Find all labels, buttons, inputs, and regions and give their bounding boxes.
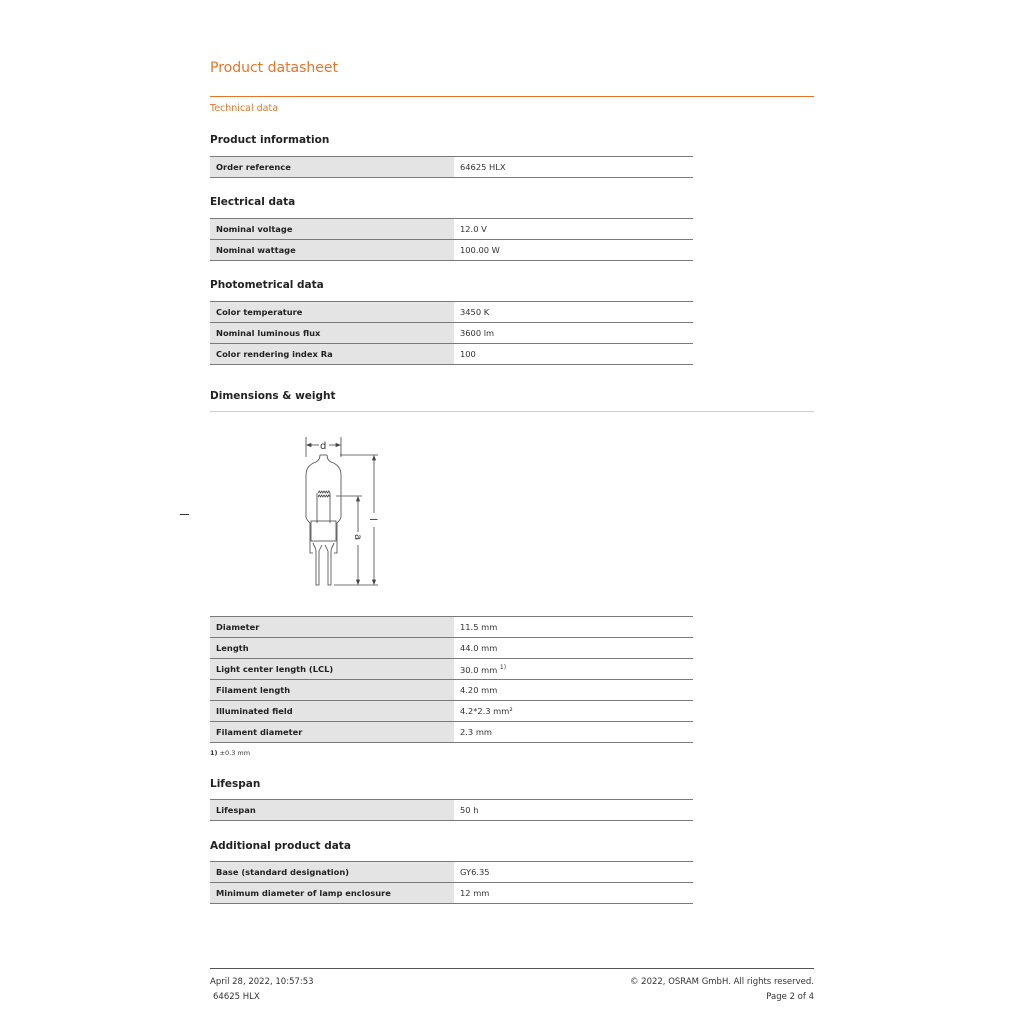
- row-value: 2.3 mm: [454, 722, 693, 743]
- spec-table: [210, 616, 693, 743]
- section-electrical-data: [210, 194, 693, 261]
- footer-date: April 28, 2022, 10:57:53: [210, 977, 314, 987]
- footnote-ref: 1): [499, 663, 507, 671]
- table-row: [210, 240, 693, 261]
- row-value: 12.0 V: [454, 219, 693, 240]
- footer-product: 64625 HLX: [213, 992, 260, 1002]
- row-label: Color rendering index Ra: [210, 344, 454, 365]
- table-row: [210, 659, 693, 680]
- section-photometrical-data: [210, 277, 693, 365]
- section-title: Product information: [210, 134, 330, 146]
- margin-mark: [180, 514, 189, 515]
- section-title: Dimensions & weight: [210, 390, 336, 402]
- table-row: [210, 157, 693, 178]
- spec-table: [210, 218, 693, 261]
- table-row: [210, 722, 693, 743]
- footnote: [210, 749, 250, 757]
- row-label: Nominal wattage: [210, 240, 454, 261]
- row-value: 11.5 mm: [454, 617, 693, 638]
- row-value: 64625 HLX: [454, 157, 693, 178]
- page-title: Product datasheet: [210, 60, 339, 76]
- row-value: 50 h: [454, 800, 693, 821]
- spec-table: [210, 156, 693, 178]
- title-divider: [210, 96, 814, 97]
- spec-table: [210, 861, 693, 904]
- table-row: [210, 302, 693, 323]
- row-label: Nominal luminous flux: [210, 323, 454, 344]
- table-row: [210, 344, 693, 365]
- table-row: [210, 862, 693, 883]
- row-value: 100.00 W: [454, 240, 693, 261]
- row-label: Base (standard designation): [210, 862, 454, 883]
- table-row: [210, 800, 693, 821]
- footer-page-number: Page 2 of 4: [766, 992, 814, 1002]
- row-label: Diameter: [210, 617, 454, 638]
- row-label: Light center length (LCL): [210, 659, 454, 680]
- section-title: Lifespan: [210, 778, 261, 790]
- section-title: Photometrical data: [210, 279, 324, 291]
- table-row: [210, 323, 693, 344]
- row-label: Nominal voltage: [210, 219, 454, 240]
- row-label: Filament length: [210, 680, 454, 701]
- row-value: 12 mm: [454, 883, 693, 904]
- row-value: 3600 lm: [454, 323, 693, 344]
- table-row: [210, 617, 693, 638]
- row-label: Illuminated field: [210, 701, 454, 722]
- row-value: [454, 659, 693, 680]
- section-title: Additional product data: [210, 840, 351, 852]
- table-row: [210, 883, 693, 904]
- section-dimensions-weight: [210, 388, 693, 404]
- row-label: Minimum diameter of lamp enclosure: [210, 883, 454, 904]
- section-product-information: [210, 132, 693, 178]
- section-lifespan: [210, 776, 693, 821]
- section-additional-product-data: [210, 838, 693, 904]
- footnote-text: ±0.3 mm: [219, 749, 251, 757]
- table-row: [210, 638, 693, 659]
- dimension-label-a: a: [352, 534, 363, 541]
- dimension-label-l: l: [367, 518, 378, 521]
- row-value: 4.20 mm: [454, 680, 693, 701]
- table-row: [210, 701, 693, 722]
- section-title: Electrical data: [210, 196, 296, 208]
- row-value: 3450 K: [454, 302, 693, 323]
- footer-copyright: © 2022, OSRAM GmbH. All rights reserved.: [629, 977, 814, 987]
- row-label: Lifespan: [210, 800, 454, 821]
- footer-divider: [210, 968, 814, 969]
- row-value: 100: [454, 344, 693, 365]
- dimension-label-d: d: [320, 441, 327, 452]
- table-row: [210, 219, 693, 240]
- row-value: 44.0 mm: [454, 638, 693, 659]
- table-row: [210, 680, 693, 701]
- row-value: 4.2*2.3 mm²: [454, 701, 693, 722]
- section-divider: [210, 411, 814, 412]
- row-value: GY6.35: [454, 862, 693, 883]
- footnote-mark: 1): [210, 749, 218, 757]
- row-label: Order reference: [210, 157, 454, 178]
- row-label: Length: [210, 638, 454, 659]
- row-label: Filament diameter: [210, 722, 454, 743]
- row-label: Color temperature: [210, 302, 454, 323]
- value-text: 30.0 mm: [460, 664, 498, 675]
- section-dimensions-table: [210, 616, 693, 743]
- spec-table: [210, 301, 693, 365]
- spec-table: [210, 799, 693, 821]
- page-subtitle: Technical data: [210, 103, 279, 114]
- lamp-dimension-drawing: [296, 435, 386, 590]
